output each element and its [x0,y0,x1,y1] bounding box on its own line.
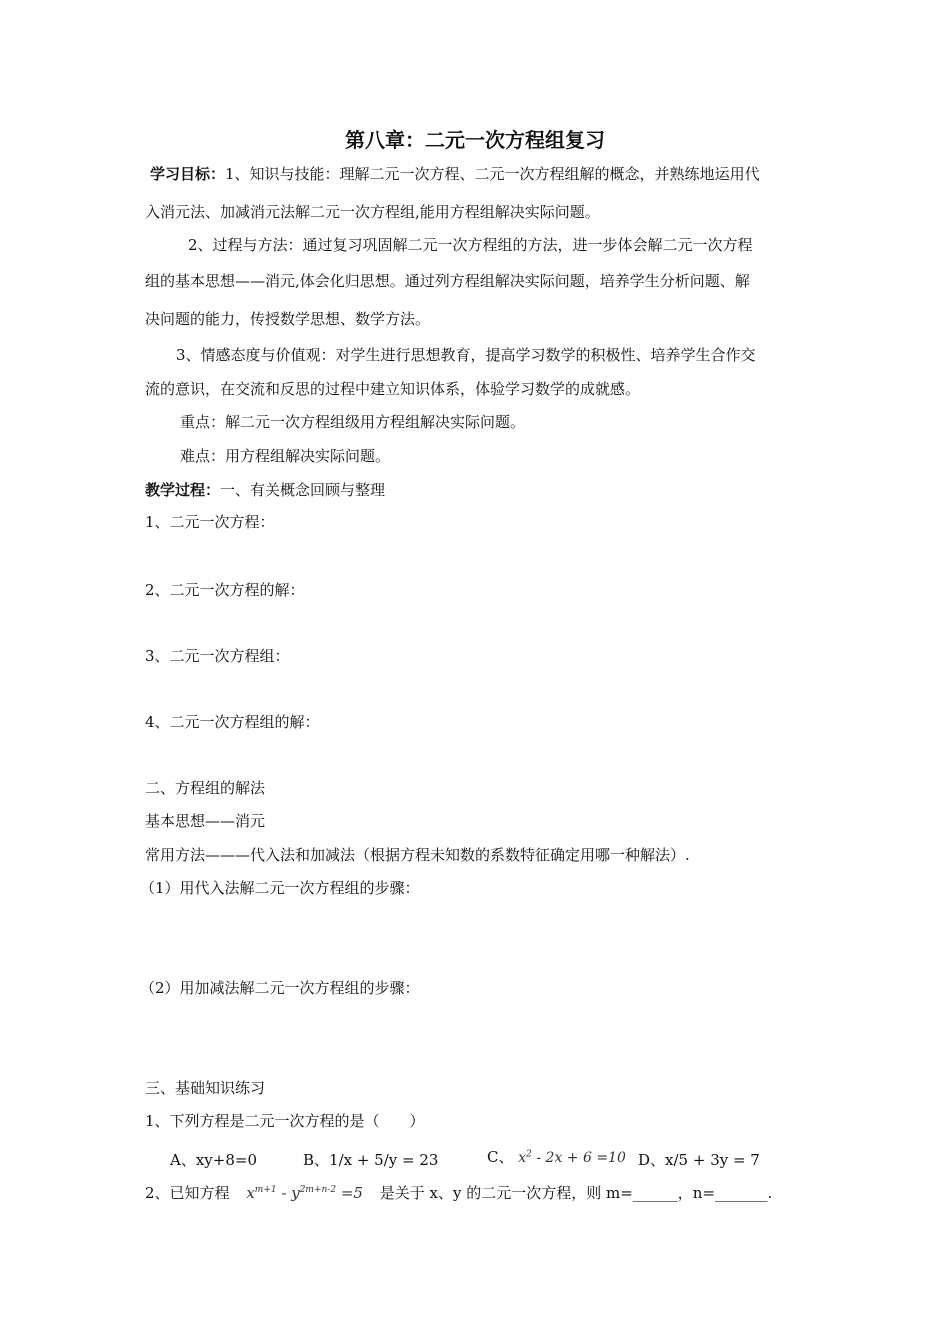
substitution-steps: （1）用代入法解二元一次方程组的步骤： [140,879,420,897]
concept-4: 4、二元一次方程组的解： [145,713,320,731]
objective-3-line-1: 3、情感态度与价值观：对学生进行思想教育，提高学习数学的积极性、培养学生合作交 [176,346,756,364]
objective-1-continued: 入消元法、加减消元法解二元一次方程组,能用方程组解决实际问题。 [145,203,600,221]
elimination-steps: （2）用加减法解二元一次方程组的步骤： [140,979,420,997]
section-3-heading: 三、基础知识练习 [145,1079,266,1097]
objective-1-text: 1、知识与技能：理解二元一次方程、二元一次方程组解的概念，并熟练地运用代 [225,165,760,183]
concept-2: 2、二元一次方程的解： [145,581,305,599]
question-2 [145,1180,772,1203]
q1-option-c-label: C、 [487,1148,514,1166]
key-point: 重点：解二元一次方程组级用方程组解决实际问题。 [180,413,526,431]
basic-idea: 基本思想——消元 [145,812,266,830]
objective-2-line-3: 决问题的能力，传授数学思想、数学方法。 [145,310,431,328]
q1-option-c [487,1146,626,1167]
process-label: 教学过程： [145,481,221,499]
concept-3: 3、二元一次方程组： [145,647,290,665]
question-2-suffix: 是关于 x、y 的二元一次方程，则 m=______，n=_______. [379,1184,773,1202]
concept-1: 1、二元一次方程： [145,513,275,531]
q1-option-d: D、x/5 + 3y = 7 [638,1151,760,1169]
page-title: 第八章：二元一次方程组复习 [345,128,605,152]
q1-option-c-equation: $x^2 - 2x + 6 =10$ [518,1149,626,1166]
common-methods: 常用方法———代入法和加减法（根据方程未知数的系数特征确定用哪一种解法）. [145,846,690,864]
section-1-heading: 一、有关概念回顾与整理 [220,481,386,499]
process-header [145,480,385,500]
question-1: 1、下列方程是二元一次方程的是（ ） [145,1112,425,1130]
difficulty-point: 难点：用方程组解决实际问题。 [180,447,391,465]
q1-option-b: B、1/x + 5/y = 23 [303,1151,439,1169]
q1-option-a: A、xy+8=0 [170,1151,257,1169]
objective-2-line-1: 2、过程与方法：通过复习巩固解二元一次方程组的方法，进一步体会解二元一次方程 [188,236,753,254]
section-2-heading: 二、方程组的解法 [145,779,266,797]
objective-2-line-2: 组的基本思想——消元,体会化归思想。通过列方程组解决实际问题，培养学生分析问题、解 [145,272,750,290]
objectives-label: 学习目标： [150,165,226,183]
question-2-equation: $x^{m+1} - y^{2m+n-2} =5$ [246,1184,363,1202]
question-2-prefix: 2、已知方程 [145,1184,230,1202]
objective-3-line-2: 流的意识，在交流和反思的过程中建立知识体系，体验学习数学的成就感。 [145,380,641,398]
objectives-line-1 [150,164,760,184]
